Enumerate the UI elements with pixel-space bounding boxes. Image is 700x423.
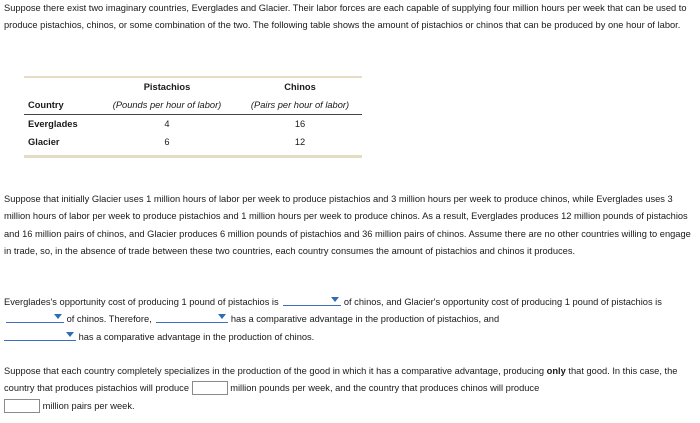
everglades-opportunity-cost-dropdown[interactable] (283, 295, 341, 306)
chino-amount-input[interactable] (4, 399, 40, 413)
question-text: has a comparative advantage in the production of chinos. (78, 331, 315, 342)
specialization-question (4, 363, 692, 415)
pistachios-cell: 6 (164, 137, 170, 147)
chinos-cell: 12 (294, 137, 306, 147)
question-text: has a comparative advantage in the production of pistachios, and (230, 314, 500, 325)
table-bottom-rule (24, 155, 362, 158)
pistachios-cell: 4 (164, 119, 170, 129)
emphasis-text: only (546, 366, 566, 376)
table-row (24, 133, 362, 151)
scenario-paragraph: Suppose that initially Glacier uses 1 million hours of labor per week to produce pistachios and 3 million hours per week to produce chinos, while Everglades uses 3 million hours of labor per week to produce pistachios and 1 million hours per week to produce chinos. As a result, Everglades produces 12 million pounds of pistachios and 16 million pairs of chinos, and Glacier produces 6 million pounds of pistachios and 36 million pairs of chinos. Assume there are no other countries willing to engage in trade, so, in the absence of trade between these two countries, each country consumes the amount of pistachios and chinos it produces. (4, 194, 691, 256)
question-text: of chinos, and Glacier's opportunity cost of producing 1 pound of pistachios is (343, 297, 662, 307)
opportunity-cost-question (4, 294, 692, 346)
chevron-down-icon (66, 332, 74, 337)
chinos-unit: (Pairs per hour of labor) (250, 100, 350, 110)
chevron-down-icon (54, 314, 62, 319)
chevron-down-icon (331, 297, 339, 302)
question-text: Everglades's opportunity cost of producing 1 pound of pistachios is (4, 297, 279, 307)
pistachio-advantage-dropdown[interactable] (156, 312, 228, 323)
pistachios-header: Pistachios (143, 82, 191, 92)
table-header-row (24, 78, 362, 96)
table-row (24, 115, 362, 133)
labor-table (24, 76, 362, 158)
intro-paragraph: Suppose there exist two imaginary countries, Everglades and Glacier. Their labor forces are each capable of supplying four million hours per week that can be used to produce pistachios, chinos, or some combination of the two. The following table shows the amount of pistachios or chinos that can be produced by one hour of labor. (4, 3, 687, 31)
chevron-down-icon (218, 314, 226, 319)
country-header: Country (28, 100, 64, 110)
question-text: million pairs per week. (42, 400, 135, 411)
question-text: that good. In this case, the country that produces pistachios will produce (4, 366, 678, 394)
question-text: million pounds per week, and the country that produces chinos will produce (230, 383, 540, 394)
question-text: Suppose that each country completely specializes in the production of the good in which it has a comparative advantage, producing (4, 366, 545, 376)
country-cell: Glacier (28, 137, 60, 147)
question-text: of chinos. Therefore, (66, 314, 152, 325)
glacier-opportunity-cost-dropdown[interactable] (6, 312, 64, 323)
pistachios-unit: (Pounds per hour of labor) (112, 100, 222, 110)
chino-advantage-dropdown[interactable] (4, 330, 76, 341)
chinos-header: Chinos (284, 82, 316, 92)
pistachio-amount-input[interactable] (192, 381, 228, 395)
country-cell: Everglades (28, 119, 78, 129)
table-subheader-row (24, 96, 362, 114)
chinos-cell: 16 (294, 119, 306, 129)
